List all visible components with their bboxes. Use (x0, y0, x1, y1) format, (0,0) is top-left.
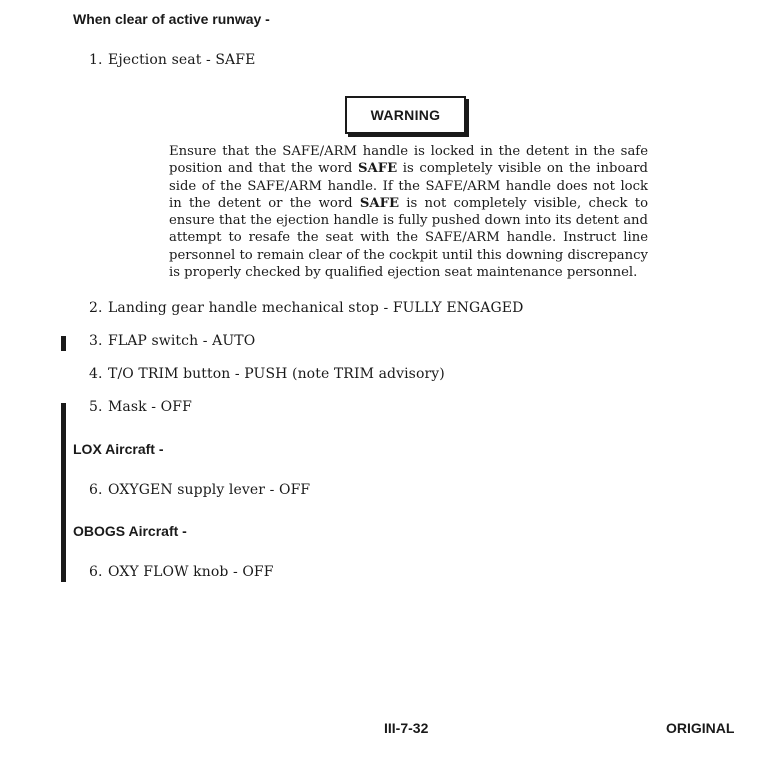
step-4 (89, 366, 445, 382)
change-bar (61, 336, 66, 351)
step-1 (89, 52, 255, 68)
obogs-heading: OBOGS Aircraft - (73, 523, 187, 539)
warning-text-part-3: is not completely visible, check to ensure that the ejection handle is fully pushed down into its detent and attempt to resafe the seat with the SAFE/ARM handle. Instruct line personnel to remain clear of the cockpit until this downing discrepancy is properly checked by qualified ejection seat maintenance personnel. (169, 195, 649, 281)
step-5 (89, 399, 192, 415)
step-2-number: 2. (89, 300, 103, 316)
step-4-number: 4. (89, 366, 103, 382)
lox-step-6-text: OXYGEN supply lever - OFF (108, 482, 311, 498)
section-heading: When clear of active runway - (73, 11, 270, 27)
step-5-text: Mask - OFF (108, 399, 192, 415)
step-3 (89, 333, 255, 349)
step-2 (89, 300, 523, 316)
document-status: ORIGINAL (666, 720, 735, 736)
warning-text-part-1: Ensure that the SAFE/ARM handle is locked in the detent in the safe position and that the word (169, 144, 648, 177)
lox-step-6-number: 6. (89, 482, 103, 498)
warning-title: WARNING (370, 107, 441, 123)
step-4-text: T/O TRIM button - PUSH (note TRIM advisory) (108, 366, 445, 382)
warning-safe-emphasis-1: SAFE (357, 161, 398, 177)
obogs-step-6 (89, 564, 274, 580)
step-3-number: 3. (89, 333, 103, 349)
obogs-step-6-text: OXY FLOW knob - OFF (108, 564, 274, 580)
step-1-number: 1. (89, 52, 103, 68)
step-2-text: Landing gear handle mechanical stop - FULLY ENGAGED (108, 300, 524, 316)
obogs-step-6-number: 6. (89, 564, 103, 580)
step-3-text: FLAP switch - AUTO (108, 333, 256, 349)
warning-safe-emphasis-2: SAFE (359, 195, 400, 211)
lox-step-6 (89, 482, 310, 498)
warning-title-box (345, 96, 466, 134)
warning-text (169, 143, 648, 281)
step-5-number: 5. (89, 399, 103, 415)
step-1-text: Ejection seat - SAFE (108, 52, 256, 68)
lox-heading: LOX Aircraft - (73, 441, 164, 457)
page-number: III-7-32 (384, 720, 429, 736)
change-bar (61, 403, 66, 582)
warning-text-part-2: is completely visible on the inboard side of the SAFE/ARM handle. If the SAFE/ARM handle does not lock in the detent or the word (169, 161, 648, 211)
